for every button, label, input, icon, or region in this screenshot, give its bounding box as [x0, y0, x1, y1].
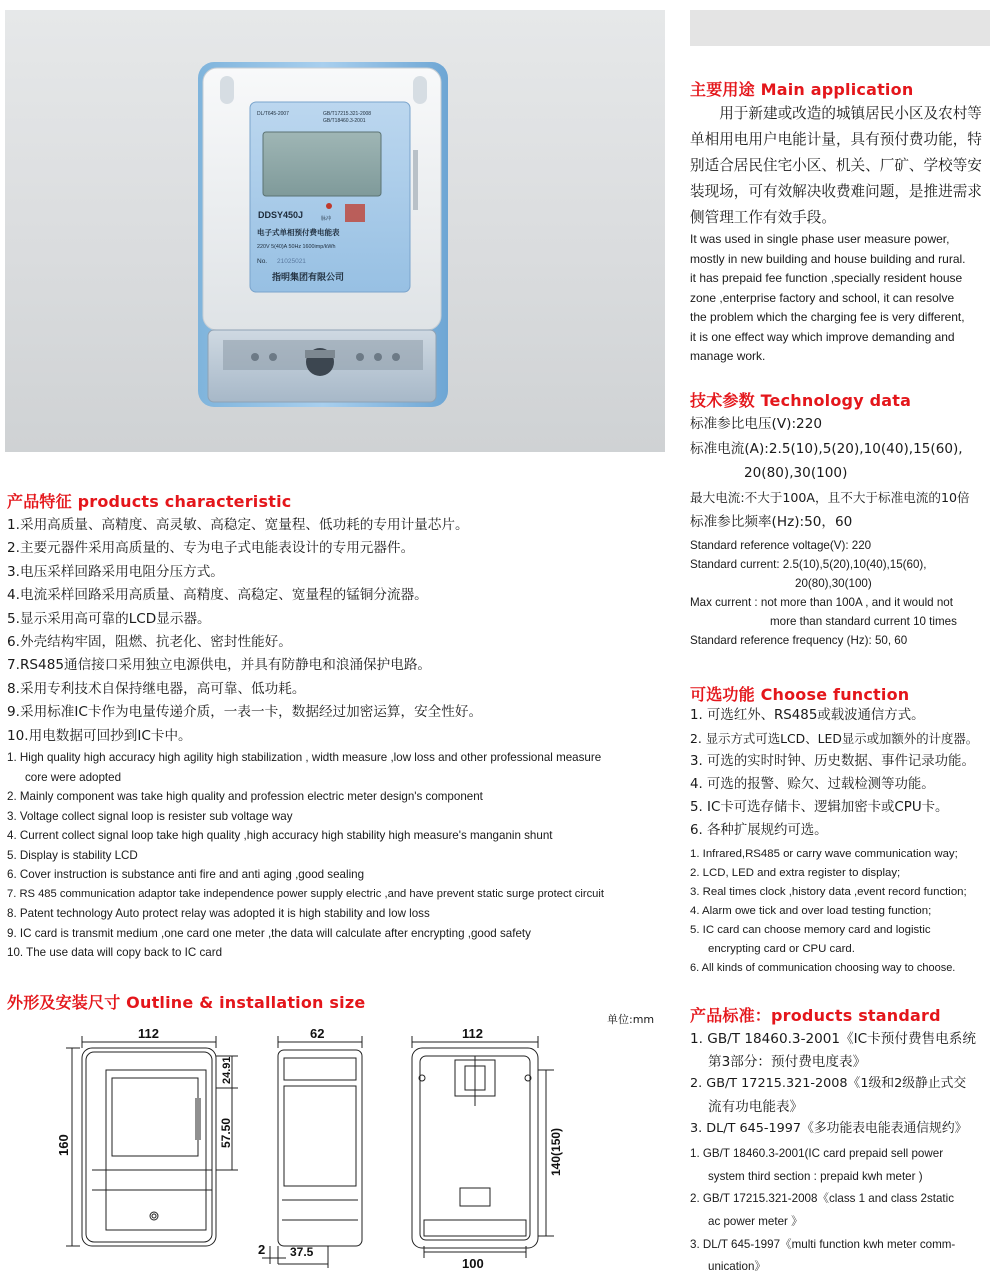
pulse-label: 脉冲 — [321, 216, 332, 222]
nameplate-std-line3: DL/T645-2007 — [257, 111, 289, 117]
characteristics-en — [7, 748, 672, 963]
dim-front-window: 57.50 — [219, 1117, 233, 1148]
brand-logo-icon — [345, 204, 365, 222]
text-line: Standard current: 2.5(10),5(20),10(40),15(60), — [690, 558, 927, 571]
meter-title: 电子式单相预付费电能表 — [257, 228, 340, 237]
choose-function-heading: 可选功能 Choose function — [690, 685, 910, 704]
list-item: 3. DL/T 645-1997《多功能表电能表通信规约》 — [690, 1121, 968, 1136]
text-line: 装现场，可有效解决收费难问题，是推进需求 — [690, 183, 982, 200]
text-line: Standard reference frequency (Hz): 50, 60 — [690, 634, 908, 647]
text-line: zone ,enterprise factory and school, it can resolve — [690, 290, 955, 305]
products-standard-zh — [690, 1028, 1000, 1141]
list-item: 6.外壳结构牢固，阻燃、抗老化、密封性能好。 — [7, 633, 292, 650]
list-item: 4. 可选的报警、赊欠、过载检测等功能。 — [690, 777, 935, 792]
choose-function-en — [690, 845, 1000, 978]
list-item: 6. Cover instruction is substance anti fire and anti aging ,good sealing — [7, 868, 365, 881]
tech-data-zh — [690, 412, 1000, 535]
model-label: DDSY450J — [258, 210, 304, 220]
dim-front-top: 24.91 — [221, 1056, 233, 1084]
list-item: unication》 — [708, 1260, 767, 1274]
text-line: it is one effect way which improve demanding and — [690, 329, 955, 344]
serial-label: No. — [257, 258, 268, 265]
text-line: more than standard current 10 times — [770, 615, 957, 628]
list-item: 7. RS 485 communication adaptor take independence power supply electric ,and have prevent static surge protect circuit — [7, 887, 605, 900]
tech-data-heading: 技术参数 Technology data — [690, 391, 912, 410]
list-item: ac power meter 》 — [708, 1215, 803, 1229]
outline-heading: 外形及安装尺寸 Outline & installation size — [7, 993, 366, 1012]
product-photo — [5, 10, 665, 452]
list-item: 1. 可选红外、RS485或载波通信方式。 — [690, 708, 925, 723]
list-item: 8.采用专利技术自保持继电器，高可靠、低功耗。 — [7, 680, 306, 697]
list-item: 1. Infrared,RS485 or carry wave communication way; — [690, 848, 958, 860]
text-line: the problem which the charging fee is very different, — [690, 310, 965, 324]
list-item: 9. IC card is transmit medium ,one card one meter ,the data will calculate after encrypting ,good safety — [7, 926, 531, 940]
meter-specs: 220V 5(40)A 50Hz 1600imp/kWh — [257, 244, 336, 250]
list-item: 1.采用高质量、高精度、高灵敏、高稳定、宽量程、低功耗的专用计量芯片。 — [7, 517, 469, 533]
lcd-screen — [263, 132, 381, 196]
list-item: 10. The use data will copy back to IC card — [7, 946, 223, 959]
characteristics-heading: 产品特征 products characteristic — [7, 492, 292, 511]
characteristics-zh — [7, 514, 667, 748]
meter-illustration — [5, 10, 665, 452]
list-item: 第3部分：预付费电度表》 — [708, 1053, 867, 1070]
text-line: 别适合居民住宅小区、机关、厂矿、学校等安 — [690, 157, 982, 174]
nameplate — [250, 102, 410, 292]
list-item: 4.电流采样回路采用高质量、高精度、高稳定、宽量程的锰铜分流器。 — [7, 587, 428, 604]
list-item: 1. GB/T 18460.3-2001(IC card prepaid sell power — [690, 1147, 944, 1160]
list-item: 2. GB/T 17215.321-2008《class 1 and class 2static — [690, 1192, 955, 1206]
text-line: 标准参比电压(V):220 — [690, 416, 822, 432]
text-line: 20(80),30(100) — [744, 465, 848, 481]
text-line: Standard reference voltage(V): 220 — [690, 539, 872, 552]
back-view — [412, 1036, 554, 1258]
header-gray-bar — [690, 10, 990, 46]
list-item: system third section : prepaid kwh meter ) — [708, 1169, 923, 1183]
list-item: 1. GB/T 18460.3-2001《IC卡预付费售电系统 — [690, 1031, 976, 1047]
main-application-zh — [690, 101, 995, 231]
list-item: 3. DL/T 645-1997《multi function kwh meter comm- — [690, 1237, 956, 1251]
list-item: 8. Patent technology Auto protect relay was adopted it is high stability and low loss — [7, 907, 430, 920]
dim-front-height: 160 — [56, 1134, 71, 1156]
dim-side-depth: 37.5 — [290, 1245, 314, 1259]
text-line: 单相用电用户电能计量，具有预付费功能，特 — [690, 131, 982, 148]
text-line: Max current : not more than 100A , and it would not — [690, 596, 953, 609]
list-item: 3.电压采样回路采用电阻分压方式。 — [7, 563, 224, 580]
text-line: 标准电流(A):2.5(10),5(20),10(40),15(60), — [690, 440, 963, 457]
text-line: 用于新建或改造的城镇居民小区及农村等 — [690, 105, 982, 122]
text-line: 最大电流:不大于100A，且不大于标准电流的10倍 — [690, 489, 970, 505]
list-item: 5.显示采用高可靠的LCD显示器。 — [7, 610, 211, 627]
list-item: core were adopted — [25, 770, 122, 784]
dim-side-gap: 2 — [258, 1242, 266, 1257]
list-item: 2.主要元器件采用高质量的、专为电子式电能表设计的专用元器件。 — [7, 540, 415, 557]
dim-side-width: 62 — [310, 1026, 325, 1041]
products-standard-heading: 产品标准：products standard — [690, 1006, 941, 1025]
list-item: encrypting card or CPU card. — [708, 943, 855, 955]
products-standard-en — [690, 1143, 1000, 1279]
list-item: 6. 各种扩展规约可选。 — [690, 823, 828, 838]
list-item: 6. All kinds of communication choosing way to choose. — [690, 962, 956, 974]
serial-number: 21025021 — [277, 258, 306, 265]
dim-front-width: 112 — [138, 1026, 159, 1041]
main-application-en — [690, 230, 995, 367]
dim-back-height: 140(150) — [549, 1127, 563, 1176]
side-view — [262, 1036, 362, 1268]
outline-drawings — [0, 1020, 680, 1270]
text-line: it has prepaid fee function ,specially resident house — [690, 271, 963, 285]
list-item: 3. Real times clock ,history data ,event record function; — [690, 886, 967, 898]
text-line: 标准参比频率(Hz):50，60 — [690, 514, 853, 530]
list-item: 流有功电能表》 — [708, 1098, 804, 1115]
nameplate-std-line2: GB/T18460.3-2001 — [323, 118, 366, 124]
main-application-heading: 主要用途 Main application — [690, 80, 914, 99]
list-item: 5. IC card can choose memory card and logistic — [690, 924, 931, 936]
tech-data-en — [690, 536, 1000, 650]
pulse-led-icon — [326, 203, 332, 209]
dim-back-width: 112 — [462, 1026, 483, 1041]
list-item: 3. Voltage collect signal loop is resister sub voltage way — [7, 809, 293, 823]
choose-function-zh — [690, 704, 1000, 842]
unit-label: 单位:mm — [607, 1013, 655, 1026]
list-item: 5. Display is stability LCD — [7, 848, 138, 862]
text-line: 20(80),30(100) — [795, 577, 872, 590]
nameplate-std-line1: GB/T17215.321-2008 — [323, 111, 372, 117]
list-item: 4. Alarm owe tick and over load testing function; — [690, 905, 932, 917]
list-item: 3. 可选的实时时钟、历史数据、事件记录功能。 — [690, 754, 975, 769]
list-item: 2. GB/T 17215.321-2008《1级和2级静止式交 — [690, 1076, 967, 1091]
dim-back-bottom: 100 — [462, 1256, 484, 1270]
list-item: 2. 显示方式可选LCD、LED显示或加额外的计度器。 — [690, 731, 979, 746]
text-line: mostly in new building and house building and rural. — [690, 251, 966, 266]
text-line: It was used in single phase user measure power, — [690, 232, 950, 246]
company-name: 指明集团有限公司 — [272, 272, 345, 282]
list-item: 9.采用标准IC卡作为电量传递介质，一表一卡，数据经过加密运算，安全性好。 — [7, 704, 483, 721]
list-item: 7.RS485通信接口采用独立电源供电，并具有防静电和浪涌保护电路。 — [7, 657, 432, 674]
list-item: 2. LCD, LED and extra register to display; — [690, 867, 901, 879]
front-view — [66, 1036, 238, 1246]
list-item: 5. IC卡可选存储卡、逻辑加密卡或CPU卡。 — [690, 800, 949, 815]
text-line: 侧管理工作有效手段。 — [690, 209, 836, 226]
list-item: 2. Mainly component was take high quality and profession electric meter design's component — [7, 790, 483, 803]
list-item: 4. Current collect signal loop take high quality ,high accuracy high stability high measure's manganin shunt — [7, 829, 553, 842]
list-item: 10.用电数据可回抄到IC卡中。 — [7, 727, 192, 744]
list-item: 1. High quality high accuracy high agility high stabilization , width measure ,low loss and other professional measure — [7, 751, 602, 764]
text-line: manage work. — [690, 349, 766, 363]
